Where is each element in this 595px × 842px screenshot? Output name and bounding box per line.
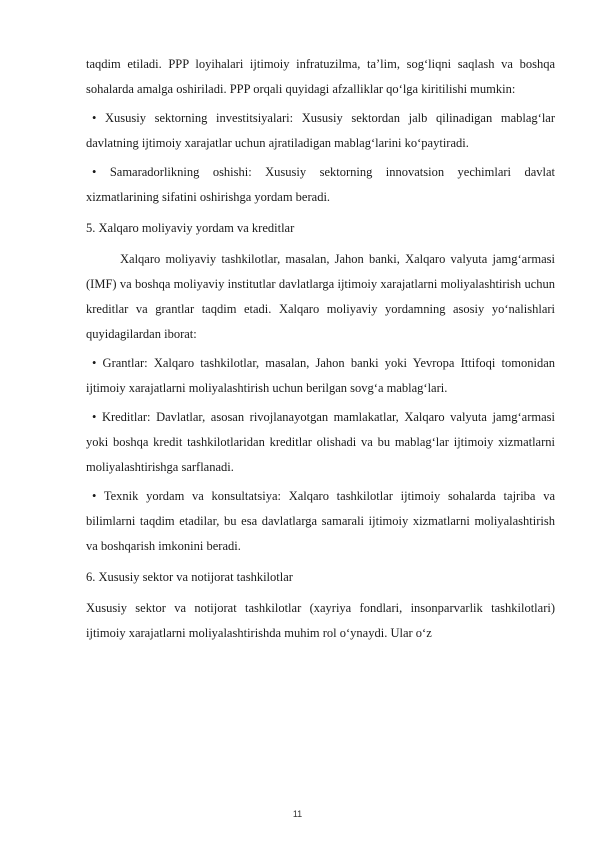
- bullet-technical-assistance: • Texnik yordam va konsultatsiya: Xalqaro tashkilotlar ijtimoiy sohalarda tajriba va bilimlarni taqdim etadilar, bu esa davlatlarga samarali ijtimoiy xizmatlarni moliyalashtirish va boshqarish imkonini beradi.: [86, 489, 555, 553]
- bullet-efficiency: • Samaradorlikning oshishi: Xususiy sektorning innovatsion yechimlari davlat xizmatlarining sifatini oshirishga yordam beradi.: [86, 165, 555, 204]
- section-heading-5: 5. Xalqaro moliyaviy yordam va kreditlar: [86, 221, 295, 235]
- paragraph-ppp-intro: taqdim etiladi. PPP loyihalari ijtimoiy infratuzilma, ta’lim, sog‘liqni saqlash va boshqa sohalarda amalga oshiriladi. PPP orqali quyidagi afzalliklar qo‘lga kiritilishi mumkin:: [86, 57, 555, 96]
- paragraph-international-aid: Xalqaro moliyaviy tashkilotlar, masalan, Jahon banki, Xalqaro valyuta jamg‘armasi (IMF) va boshqa moliyaviy institutlar davlatlarga ijtimoiy xarajatlarni moliyalashtirish uchun kreditlar va grantlar taqdim etadi. Xalqaro moliyaviy yordamning asosiy yo‘nalishlari quyidagilardan iborat:: [86, 252, 555, 341]
- document-page: [86, 52, 555, 646]
- paragraph-private-sector: Xususiy sektor va notijorat tashkilotlar (xayriya fondlari, insonparvarlik tashkilotlari) ijtimoiy xarajatlarni moliyalashtirishda muhim rol o‘ynaydi. Ular o‘z: [86, 601, 555, 640]
- section-heading-6: 6. Xususiy sektor va notijorat tashkilotlar: [86, 570, 293, 584]
- bullet-grants: • Grantlar: Xalqaro tashkilotlar, masalan, Jahon banki yoki Yevropa Ittifoqi tomonidan ijtimoiy xarajatlarni moliyalashtirish uchun berilgan sovg‘a mablag‘lari.: [86, 356, 555, 395]
- page-number: 11: [292, 809, 303, 819]
- bullet-private-investment: • Xususiy sektorning investitsiyalari: Xususiy sektordan jalb qilinadigan mablag‘lar davlatning ijtimoiy xarajatlar uchun ajratiladigan mablag‘larini ko‘paytiradi.: [86, 111, 555, 150]
- bullet-credits: • Kreditlar: Davlatlar, asosan rivojlanayotgan mamlakatlar, Xalqaro valyuta jamg‘armasi yoki boshqa kredit tashkilotlaridan kreditlar olishadi va bu mablag‘lar ijtimoiy xizmatlarni moliyalashtirishga sarflanadi.: [86, 410, 555, 474]
